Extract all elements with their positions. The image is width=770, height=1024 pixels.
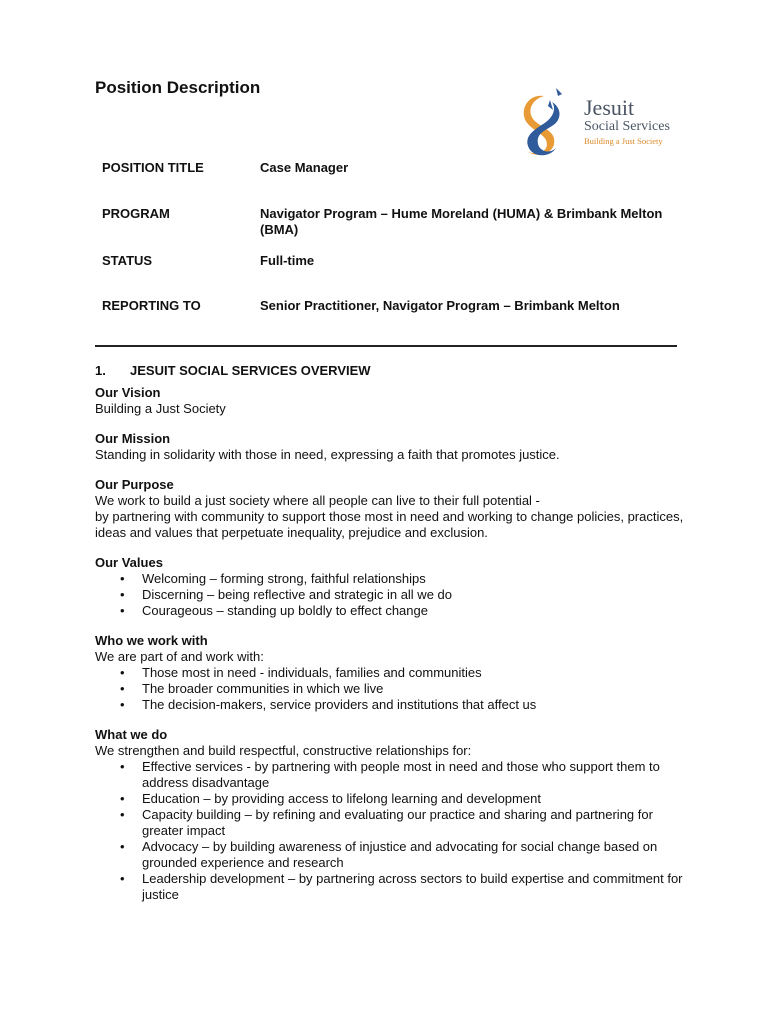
logo-text-jesuit: Jesuit (584, 95, 635, 120)
info-row-status (102, 253, 672, 269)
list-item: • Advocacy – by building awareness of injustice and advocating for social change based on grounded experience and research (95, 839, 685, 871)
purpose-text-line2: by partnering with community to support those most in need and working to change policies, practices, ideas and values that perpetuate inequality, prejudice and exclusion. (95, 509, 684, 540)
list-item: • Education – by providing access to lifelong learning and development (95, 791, 685, 807)
list-item: • Welcoming – forming strong, faithful relationships (95, 571, 685, 587)
list-item: • Those most in need - individuals, families and communities (95, 665, 685, 681)
logo-text-social-services: Social Services (584, 119, 670, 134)
section-heading (95, 363, 685, 379)
info-value: Navigator Program – Hume Moreland (HUMA) & Brimbank Melton (BMA) (260, 206, 663, 237)
mission-heading: Our Mission (95, 431, 171, 446)
page-title: Position Description (95, 78, 261, 97)
info-label: STATUS (102, 253, 153, 268)
info-label: REPORTING TO (102, 298, 201, 313)
vision-heading: Our Vision (95, 385, 161, 400)
what-list (95, 759, 685, 903)
section-number: 1. (95, 363, 106, 378)
list-item: • Courageous – standing up boldly to effect change (95, 603, 685, 619)
info-value: Senior Practitioner, Navigator Program – Brimbank Melton (260, 298, 620, 313)
info-value: Full-time (260, 253, 315, 268)
purpose-text-line1: We work to build a just society where all people can live to their full potential - (95, 493, 540, 508)
values-heading: Our Values (95, 555, 163, 570)
list-item: • The decision-makers, service providers and institutions that affect us (95, 697, 685, 713)
who-list (95, 665, 685, 713)
overview-section (95, 363, 685, 903)
list-item: • Discerning – being reflective and strategic in all we do (95, 587, 685, 603)
list-item: • Leadership development – by partnering across sectors to build expertise and commitment for justice (95, 871, 685, 903)
what-heading: What we do (95, 727, 168, 742)
divider (95, 345, 677, 347)
mission-text: Standing in solidarity with those in need, expressing a faith that promotes justice. (95, 447, 560, 462)
list-item: • Capacity building – by refining and evaluating our practice and sharing and partnering for greater impact (95, 807, 685, 839)
list-item: • The broader communities in which we live (95, 681, 685, 697)
info-label: POSITION TITLE (102, 160, 204, 175)
info-row-reporting-to (102, 298, 672, 314)
info-value: Case Manager (260, 160, 349, 175)
jesuit-social-services-logo (516, 82, 686, 162)
info-label: PROGRAM (102, 206, 170, 221)
position-info-table (102, 160, 672, 314)
what-intro: We strengthen and build respectful, constructive relationships for: (95, 743, 472, 758)
purpose-heading: Our Purpose (95, 477, 174, 492)
vision-text: Building a Just Society (95, 401, 226, 416)
who-heading: Who we work with (95, 633, 208, 648)
logo-tagline: Building a Just Society (584, 136, 663, 146)
who-intro: We are part of and work with: (95, 649, 264, 664)
list-item: • Effective services - by partnering with people most in need and those who support them to address disadvantage (95, 759, 685, 791)
info-row-program (102, 206, 672, 238)
section-title: JESUIT SOCIAL SERVICES OVERVIEW (130, 363, 371, 378)
logo-emblem-icon (516, 82, 578, 162)
values-list (95, 571, 685, 619)
info-row-position-title (102, 160, 672, 176)
